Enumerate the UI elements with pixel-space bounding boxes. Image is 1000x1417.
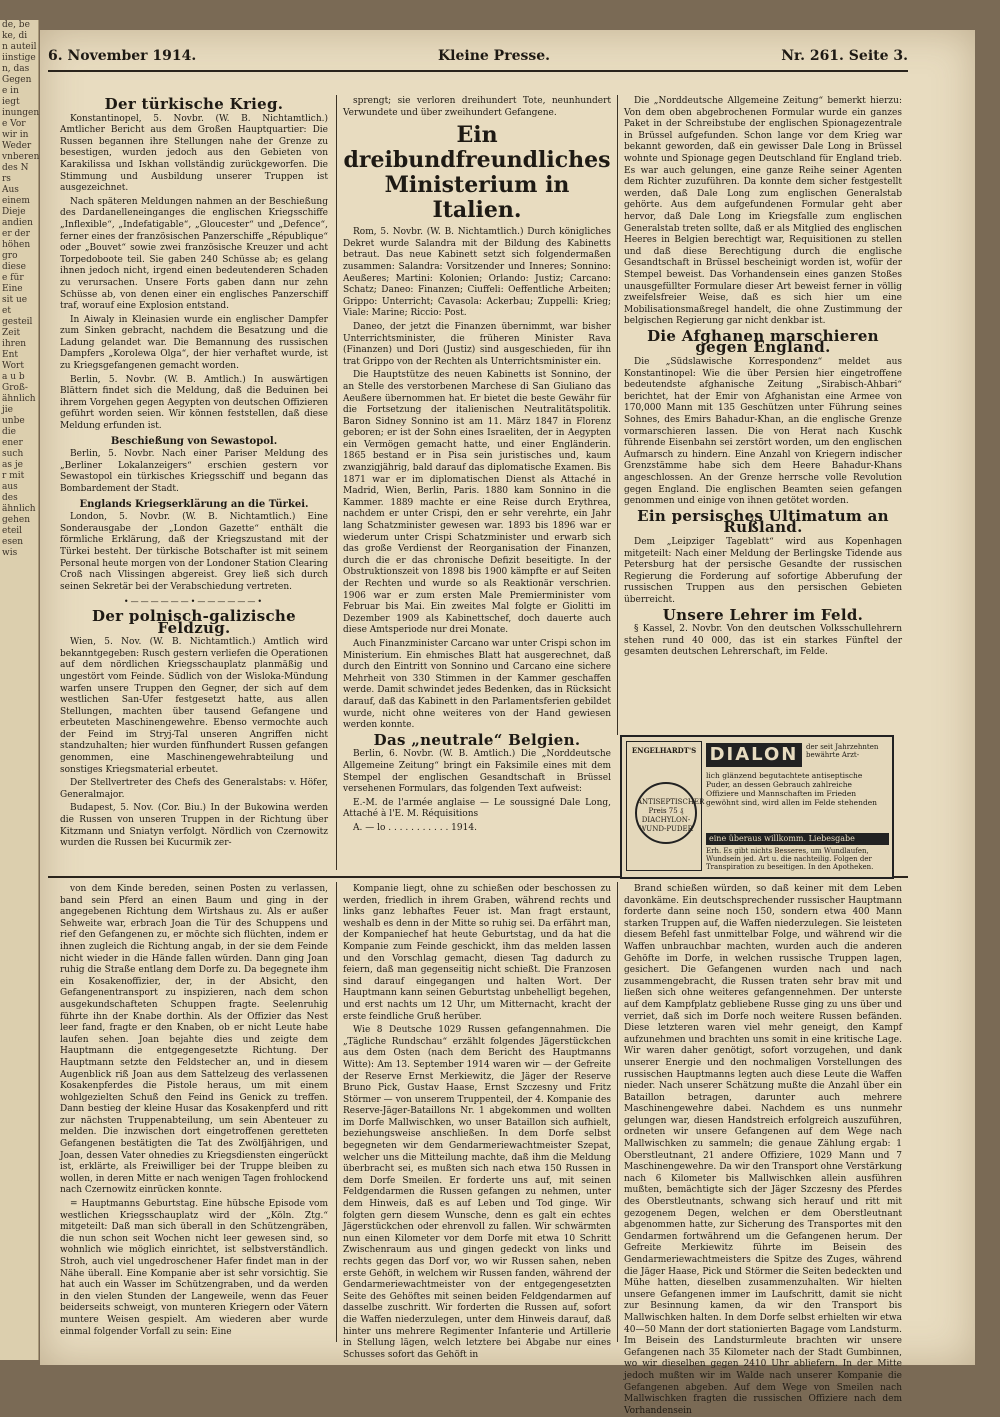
edge-line: andien [2, 218, 33, 228]
column-rule [336, 95, 337, 870]
article-text: Daneo, der jetzt die Finanzen übernimmt, war bisher Unterrichtsminister, die früheren Minister Rava (Finanzen) und Dori (Justiz) sind ausgeschieden, für ihn trat Grippo von der Rechten als Unterrichtsminister ein. [343, 321, 611, 367]
article-text: A. — lo . . . . . . . . . . . 1914. [353, 822, 477, 833]
edge-line: gesteil [2, 317, 33, 327]
edge-line: Zeit [2, 328, 21, 338]
headline-italian-ministry: Ein dreibundfreundliches Ministerium in Italien. [343, 122, 611, 224]
ad-body: lich glänzend begutachtete antiseptische Puder, an dessen Gebrauch zahlreiche Offiziere und Mannschaften im Frieden gewöhnt sind, wird allen im Felde stehenden [706, 771, 878, 807]
headline-galician-campaign: Der polnisch-galizische Feldzug. [92, 606, 296, 637]
article-text: § Kassel, 2. Novbr. Von den deutschen Volksschullehrern stehen rund 40 000, das ist ein starkes Fünftel der gesamten deutschen Lehrerschaft, im Felde. [624, 624, 902, 658]
headline-teachers: Unsere Lehrer im Feld. [662, 605, 864, 624]
edge-line: iegt [2, 97, 20, 107]
edge-line: Weder [2, 141, 32, 151]
article-text: Wie 8 Deutsche 1029 Russen gefangennahmen. Die „Tägliche Rundschau“ erzählt folgendes Jägerstückchen aus dem Osten (nach dem Bericht des Hauptmanns Witte): Am 13. September 1914 waren wir — der Gefreite der Reserve Ernst Merkiewitz, die Jäger der Reserve Bruno Pick, Gustav Haase, Ernst Szczesny und Fritz Störmer — von unserem Truppenteil, der 4. Kompanie des Reserve-Jäger-Bataillons Nr. 1 abgekommen und wollten im Dorfe Mallwischken, wo unser Bataillon sich aufhielt, beziehungsweise anschließen. In dem Dorfe selbst begegneten wir dem Gendarmeriewachtmeister Szepat, welcher uns die Mitteilung machte, daß ihm die Meldung überbracht sei, es mußten sich nach etwa 150 Russen in dem Dorfe Smeilen. Er forderte uns auf, mit seinen Feldgendarmen die Russen gefangen zu nehmen, unter dem Hinweis, daß es auf Leben und Tod ginge. Wir folgten gern diesem Wunsche, denn es galt ein echtes Jägerstückchen oder ehrenvoll zu fallen. Wir schwärmten nun einen Kilometer vor dem Dorfe mit etwa 10 Schritt Zwischenraum aus und gingen gedeckt von links und rechts gegen das Dorf vor, wo wir Russen sahen, neben erste Gehöft, in welchem wir Russen fanden, während der Gendarmeriewachtmeister von der entgegengesetzten Seite des Gehöftes mit seinen beiden Feldgendarmen auf dasselbe zuschritt. Wir forderten die Russen auf, sofort die Waffen niederzulegen, unter dem Hinweis darauf, daß hinter uns mehrere Regimenter Infanterie und Artillerie in Stellung lägen, welch letztere bei Abgabe nur eines Schusses sofort das Gehöft in [343, 1025, 611, 1360]
column-rule [336, 882, 337, 1342]
ad-product-box [626, 741, 705, 871]
adjacent-page-edge [0, 20, 39, 1360]
edge-line: jie [2, 405, 13, 415]
edge-line: ke, di [2, 31, 28, 41]
dialon-advertisement [620, 735, 894, 879]
article-text: = Hauptmanns Geburtstag. Eine hübsche Episode vom westlichen Kriegsschauplatz wird der „Köln. Ztg.“ mitgeteilt: Daß man sich überall in den Schützengräben, die nun schon seit Wochen nicht leer gewesen sind, so wohnlich wie möglich einrichtet, ist selbstverständlich. Stroh, auch viel ungedroschener Hafer findet man in der Nähe überall. Eine Kompanie aber ist sehr vorsichtig. Sie hat auch ein Wasser im Schützengraben, und da werden in den vielen Stunden der Langeweile, wenn das Feuer beiderseits schweigt, von munteren Kriegern oder Vätern muntere Weisen gespielt. Am wiederen aber wurde einmal folgender Vorfall zu sein: Eine [60, 1199, 328, 1337]
article-text: Die „Südslawische Korrespondenz“ meldet aus Konstantinopel: Wie die über Persien hier eingetroffene bedeutendste afghanische Zeitung „Sirabisch-Ahbari“ berichtet, hat der Emir von Afghanistan eine Armee von 170,000 Mann mit 135 Geschützen unter Führung seines Sohnes, des Emirs Bahadur-Khan, an die englische Grenze vormarschieren lassen. Die von Herat nach Kuschk führende Eisenbahn sei zerstört worden, um den englischen Aufmarsch zu hindern. Eine Anzahl von Kriegern indischer Grenzstämme habe sich dem Heere Bahadur-Khans angeschlossen. An der Grenze herrsche volle Revolution gegen England. Die englischen Beamten seien gefangen genommen und einige von ihnen getötet worden. [624, 357, 902, 507]
edge-line: einem [2, 196, 30, 206]
edge-line: rs [2, 174, 11, 184]
article-text: Wien, 5. Nov. (W. B. Nichtamtlich.) Amtlich wird bekanntgegeben: Rusch gestern verliefen die Operationen auf dem nördlichen Kriegsschauplatz planmäßig und ungestört vom Feinde. Südlich von der Wisloka-Mündung warfen unsere Truppen den Gegner, der sich auf dem westlichen San-Ufer festgesetzt hatte, aus allen Stellungen, machten über tausend Gefangene und erbeuteten Maschinengewehre. Ebenso vermochte auch der Feind im Stryj-Tal unseren Angriffen nicht standzuhalten; hier wurden fünfhundert Russen gefangen genommen, eine Maschinengewehrabteilung und sonstiges Kriegsmaterial erbeutet. [60, 637, 328, 775]
subhead-england-declaration: Englands Kriegserklärung an die Türkei. [79, 498, 309, 510]
header-title: Kleine Presse. [438, 48, 551, 64]
article-text: Rom, 5. Novbr. (W. B. Nichtamtlich.) Durch königliches Dekret wurde Salandra mit der Bildung des Kabinetts betraut. Das neue Kabinett setzt sich folgendermaßen zusammen: Salandra: Vorsitzender und Inneres; Sonnino: Aeußeres; Martini: Kolonien; Orlando: Justiz; Carcano: Schatz; Daneo: Finanzen; Ciuffeli: Oeffentliche Arbeiten; Grippo: Unterricht; Cavasola: Ackerbau; Zuppelli: Krieg; Viale: Marine; Riccio: Post. [343, 227, 611, 319]
article-text: Berlin, 6. Novbr. (W. B. Amtlich.) Die „Norddeutsche Allgemeine Zeitung“ bringt ein Faksimile eines mit dem Stempel der englischen Gesandtschaft in Brüssel versehenen Formulars, das folgenden Text aufweist: [343, 749, 611, 795]
header-issue: Nr. 261. Seite 3. [781, 48, 908, 64]
edge-line: a u b [2, 372, 25, 382]
feuilleton-column-1 [60, 884, 328, 1344]
edge-line: gehen [2, 515, 31, 525]
article-text: Die Hauptstütze des neuen Kabinetts ist Sonnino, der an Stelle des verstorbenen Marchese di San Giuliano das Aeußere übernommen hat. Er bietet die beste Gewähr für die Fortsetzung der italienischen Neutralitätspolitik. Baron Sidney Sonnino ist am 11. März 1847 in Florenz geboren; er ist der Sohn eines Israeliten, der in Aegypten ein Vermögen gemacht hatte, und einer Engländerin. 1865 bestand er in Pisa sein juristisches und, kaum zwanzigjährig, bald darauf das diplomatische Examen. Bis 1871 war er im diplomatischen Dienst als Attaché in Madrid, Wien, Berlin, Paris. 1880 kam Sonnino in die Kammer. 1889 machte er eine Reise durch Erythrea, nachdem er unter Crispi, den er sehr verehrte, ein Jahr lang Schatzminister gewesen war. 1893 bis 1896 war er wiederum unter Crispi Schatzminister und erwarb sich das große Verdienst der Reorganisation der Finanzen, durch die er das chronische Defizit beseitigte. In der Obstruktionszeit von 1898 bis 1900 kämpfte er auf Seiten der Rechten und wurde so als Reaktionär verschrien. 1906 war er zum ersten Male Premierminister vom Februar bis Mai. Ein zweites Mal folgte er Giolitti im Dezember 1909 als Kabinettschef, doch dauerte auch diese Amtsperiode nur drei Monate. [343, 370, 611, 636]
page-header [48, 44, 908, 72]
ad-brand: DIALON [706, 743, 802, 767]
edge-line: gro [2, 251, 18, 261]
article-text: Dem „Leipziger Tageblatt“ wird aus Kopenhagen mitgeteilt: Nach einer Meldung der Berlingske Tidende aus Petersburg hat der persische Gesandte der russischen Regierung die Forderung auf sofortige Abberufung der russischen Truppen aus den persischen Gebieten überreicht. [624, 536, 902, 605]
headline-persian-ultimatum: Ein persisches Ultimatum an Rußland. [637, 506, 889, 537]
edge-line: de, be [2, 20, 30, 30]
edge-line: aus [2, 482, 18, 492]
edge-line: e Vor [2, 119, 26, 129]
edge-line: esen [2, 537, 24, 547]
edge-line: wir in [2, 130, 29, 140]
edge-line: diese [2, 262, 26, 272]
edge-line: sit ue [2, 295, 28, 305]
edge-line: er der [2, 229, 30, 239]
headline-turkish-war: Der türkische Krieg. [104, 95, 284, 113]
edge-line: inungen [2, 108, 40, 118]
article-text: Der Stellvertreter des Chefs des Generalstabs: v. Höfer, Generalmajor. [60, 778, 328, 800]
edge-line: höhen [2, 240, 31, 250]
ad-seal: ANTISEPTISCHER Preis 75 ₰ DIACHYLON-WUND-PUDER [635, 782, 697, 844]
edge-line: Aus [2, 185, 19, 195]
edge-line: such [2, 449, 24, 459]
feuilleton-column-2 [343, 884, 611, 1360]
article-text: Auch Finanzminister Carcano war unter Crispi schon im Ministerium. Ein ehmisches Blatt hat ausgerechnet, daß durch den Eintritt von Sonnino und Carcano eine sichere Mehrheit von 330 Stimmen in der Kammer geschaffen werde. Damit schwindet jedes Bedenken, das in Rücksicht darauf, daß das Kabinett in den Parlamentsferien gebildet wurde, nicht ohne weiteres von der Hand gewiesen werden konnte. [343, 638, 611, 731]
article-text: Konstantinopel, 5. Novbr. (W. B. Nichtamtlich.) Amtlicher Bericht aus dem Großen Hauptquartier: Die Russen begannen ihre Stellungen nahe der Grenze zu besestigen, wurden jedoch aus den Gebieten von Karakilissa und Iskhan vollständig zurückgeworfen. Die Stimmung und Ausbildung unserer Truppen ist ausgezeichnet. [60, 113, 328, 194]
edge-line: Eine [2, 284, 23, 294]
edge-line: die [2, 427, 16, 437]
edge-line: e für [2, 273, 24, 283]
article-text: E.-M. de l'armée anglaise — Le soussigné Dale Long, Attaché à l'E. M. Réquisitions [343, 797, 611, 820]
edge-line: Ent [2, 350, 18, 360]
article-text: Die „Norddeutsche Allgemeine Zeitung“ bemerkt hierzu: Von dem oben abgebrochenen Formular wurde ein ganzes Paket in der Schreibstube der englischen Spionagezentrale in Brüssel aufgefunden. Schon lange vor dem Krieg war bekannt geworden, daß ein gewisser Dale Long in Brüssel wohnte und Spionage gegen Deutschland für England trieb. Es war auch gelungen, eine ganze Reihe seiner Agenten dem Richter zuzuführen. Da konnte dem sicher festgestellt werden, daß Dale Long zum englischen Generalstab gehörte. Aus dem aufgefundenen Formular geht aber hervor, daß Dale Long im Kriegsfalle zum englischen Generalstab treten sollte, daß er als Mitglied des englischen Heeres in Belgien berechtigt war, Requisitionen zu stellen und daß diese Berechtigung durch die englische Gesandtschaft in Brüssel bescheinigt worden ist, wofür der Stempel beweist. Das Vorhandensein eines ganzen Stoßes unausgefüllter Formulare dieser Art beweist ferner in völlig zweifelsfreier Weise, daß es sich hier um eine Mobilisationsmaßregel handelt, die ohne Zustimmung der belgischen Regierung gar nicht denkbar ist. [624, 96, 902, 327]
ad-tagline: der seit Jahrzehnten bewährte Arzt- [806, 743, 879, 759]
edge-line: eteil [2, 526, 23, 536]
column-rule [617, 95, 618, 735]
article-text: sprengt; sie verloren dreihundert Tote, neunhundert Verwundete und über zweihundert Gefangene. [343, 96, 611, 118]
edge-line: iinstige [2, 53, 36, 63]
ad-strip: eine überaus willkomm. Liebesgabe [706, 833, 889, 845]
edge-line: e in [2, 86, 19, 96]
column-3 [624, 96, 902, 732]
edge-line: et [2, 306, 11, 316]
article-text: In Aiwaly in Kleinasien wurde ein englischer Dampfer zum Sinken gebracht, nachdem die Besatzung und die Ladung gelandet war. Die Bemannung des russischen Dampfers „Korolewa Olga“, der hier verhaftet wurde, ist zu Kriegsgefangenen gemacht worden. [60, 314, 328, 372]
headline-afghans: Die Afghanen marschieren gegen England. [647, 326, 879, 357]
column-rule [617, 882, 618, 1342]
article-text: Budapest, 5. Nov. (Cor. Biu.) In der Bukowina werden die Russen von unseren Truppen in der Richtung über Kitzmann und Sniatyn verfolgt. Nördlich von Czernowitz wurden die Russen bei Kucurmik zer- [60, 803, 328, 849]
edge-line: ener [2, 438, 23, 448]
subhead-sewastopol: Beschießung von Sewastopol. [110, 435, 278, 447]
article-text: Kompanie liegt, ohne zu schießen oder beschossen zu werden, friedlich in ihrem Graben, während rechts und links ganz lebhaftes Feuer ist. Man fragt erstaunt, weshalb es denn in der Mitte so ruhig sei. Da erfährt man, der Kompaniechef hat heute Geburtstag, und da hat die Kompanie zum Feinde geschickt, ihm das melden lassen und den Vorschlag gemacht, diesen Tag dadurch zu feiern, daß man gegenseitig nicht schießt. Die Franzosen sind darauf eingegangen und halten Wort. Der Hauptmann kann seinen Geburtstag unbehelligt begehen, und erst nachts um 12 Uhr, um Mitternacht, kracht der erste feindliche Gruß herüber. [343, 884, 611, 1022]
edge-line: wis [2, 548, 18, 558]
article-text: von dem Kinde bereden, seinen Posten zu verlassen, band sein Pferd an einen Baum und ging in der angegebenen Richtung dem Wirtshaus zu. Als er außer Sehweite war, erbrach Joan die Tür des Schuppens und rief den Gefangenen zu, er möchte sich flüchten, indem er ihnen zugleich die Richtung angab, in der sie dem Feinde nicht wieder in die Hände fallen würden. Dann ging Joan ruhig die Straße entlang dem Dorfe zu. Da begegnete ihm ein Kosakenoffizier, der, in der Absicht, den Gefangenentransport zu inspizieren, nach dem schon ausgekundschafteten Schuppen fragte. Seelenruhig führte ihn der Knabe dorthin. Als der Offizier das Nest leer fand, fragte er den Knaben, ob er nicht Leute habe laufen sehen. Joan bejahte dies und zeigte dem Hauptmann die entgegengesetzte Richtung. Der Hauptmann setzte den Feldstecher an, und in diesem Augenblick riß Joan aus dem Sattelzeug des verlassenen Kosakenpferdes die Pistole heraus, um mit einem wohlgezielten Schuß den Feind ins Genick zu treffen. Dann bestieg der kleine Husar das Kosakenpferd und ritt zur nächsten Truppenabteilung, um sein Abenteuer zu melden. Die inzwischen dort eingetroffenen geretteten Gefangenen bestätigten die Tat des Zwölfjährigen, und Joan, dessen Vater ohnedies zu Kriegsdiensten eingerückt ist, erklärte, als Freiwilliger bei der Truppe bleiben zu wollen, in deren Mitte er nach wenigen Tagen frohlockend nach Czernowitz einrücken konnte. [60, 884, 328, 1196]
edge-line: ähnlich [2, 394, 36, 404]
feuilleton-column-3 [624, 884, 902, 1416]
article-text: Brand schießen würden, so daß keiner mit dem Leben davonkäme. Ein deutschsprechender russischer Hauptmann forderte dann seine noch 150, sondern etwa 400 Mann starken Truppen auf, die Waffen niederzulegen. Sie leisteten diesem Befehl fast unmittelbar Folge, und während wir die Waffen unbrauchbar machten, wurden auch die anderen Gehöfte im Dorfe, in welchen russische Truppen lagen, gesichert. Die Gefangenen wurden nach und nach zusammengebracht, die Russen traten sehr brav mit und ließen sich ohne weiteres gefangennehmen. Der unterste auf dem Kampfplatz gebliebene Russe ging zu uns über und verriet, daß sich im Dorfe noch weitere Russen befänden. Diese letzteren waren viel mehr geneigt, den Kampf aufzunehmen und brachten uns somit in eine kritische Lage. Wir waren daher genötigt, sofort vorzugehen, und dank unserer Energie und den nochmaligen Vorstellungen des russischen Hauptmanns legten auch diese Leute die Waffen nieder. Nach unserer Schätzung mußte die Anzahl über ein Bataillon betragen, darunter auch mehrere Maschinengewehre dabei. Nachdem es uns nunmehr gelungen war, diesen Handstreich erfolgreich auszuführen, ordneten wir unsere Gefangenen auf dem Wege nach Mallwischken zu sammeln; die genaue Zählung ergab: 1 Oberstleutnant, 21 andere Offiziere, 1029 Mann und 7 Maschinengewehre. Da wir den Transport ohne Verstärkung nach 6 Kilometer bis Mallwischken allein ausführen mußten, bemächtigte sich der Jäger Szczesny des Pferdes des Oberstleutnants, schwang sich herauf und ritt mit gezogenem Degen, welchen er dem Oberstleutnant abgenommen hatte, zur Sicherung des Transportes mit den Gendarmen fortwährend um die Gefangenen herum. Der Gefreite Merkiewitz führte im Beisein des Gendarmeriewachtmeisters die Spitze des Zuges, während die Jäger Haase, Pick und Störmer die Seiten bedeckten und Mühe hatten, dieselben zusammenzuhalten. Wir hielten unsere Gefangenen immer im Laufschritt, damit sie nicht zur Besinnung kamen, da wir den Transport bis Mallwischken halten. In dem Dorfe selbst erhielten wir etwa 40—50 Mann der dort stationierten Bagage vom Landsturm. Im Beisein des Landsturmleute brachten wir unsere Gefangenen nach 35 Kilometer nach der Stadt Gumbinnen, wo wir dieselben gegen 2410 Uhr abliefern. In der Mitte jedoch mußten wir im Walde nach unserer Kompanie die Gefangenen abgeben. Auf dem Wege von Smeilen nach Mallwischken fragten die russischen Offiziere nach dem Vorhandensein [624, 884, 902, 1416]
ad-footer: Erh. Es gibt nichts Besseres, um Wundlaufen, Wundsein jed. Art u. die nachteilig. Folgen der Transpiration zu beseitigen. In den Apotheken. [706, 847, 874, 871]
ornament-divider: •——————•——————• [123, 597, 265, 607]
edge-line: Wort [2, 361, 24, 371]
ad-sub: ENGELHARDT'S [631, 746, 697, 755]
edge-line: ähnlich [2, 504, 36, 514]
article-text: Berlin, 5. Novbr. (W. B. Amtlich.) In auswärtigen Blättern findet sich die Meldung, daß die Beduinen bei ihrem Vorgehen gegen Aegypten von deutschen Offizieren geführt worden seien. Wir können feststellen, daß diese Meldung erfunden ist. [60, 374, 328, 432]
edge-line: des [2, 493, 18, 503]
edge-line: des N [2, 163, 29, 173]
edge-line: unbe [2, 416, 25, 426]
edge-line: Dieje [2, 207, 26, 217]
edge-line: n auteil [2, 42, 37, 52]
edge-line: Gegen [2, 75, 32, 85]
edge-line: Groß- [2, 383, 28, 393]
article-text: Nach späteren Meldungen nahmen an der Beschießung des Dardanelleneinganges die englischen Kriegsschiffe „Inflexible“, „Indefatigable“, „Gloucester“ und „Defence“, ferner eines der französischen Panzerschiffe „République“ oder „Bouvet“ sowie zwei französische Kreuzer und acht Torpedoboote teil. Sie gaben 240 Schüsse ab; es gelang ihnen jedoch nicht, irgend einen bedeutenderen Schaden zu verursachen. Unsere Forts gaben dann nur zehn Schüsse ab, von denen einer ein englisches Panzerschiff traf, worauf eine Explosion entstand. [60, 196, 328, 312]
edge-line: r mit [2, 471, 25, 481]
edge-line: n, das [2, 64, 30, 74]
edge-line: ihren [2, 339, 27, 349]
edge-line: as je [2, 460, 23, 470]
header-date: 6. November 1914. [48, 48, 197, 64]
article-text: Berlin, 5. Novbr. Nach einer Pariser Meldung des „Berliner Lokalanzeigers“ erschien gestern vor Sewastopol ein türkisches Kriegsschiff und begann das Bombardement der Stadt. [60, 449, 328, 494]
column-2 [343, 96, 611, 872]
article-text: London, 5. Novbr. (W. B. Nichtamtlich.) Eine Sonderausgabe der „London Gazette“ enthält die förmliche Erklärung, daß der Kriegszustand mit der Türkei besteht. Der türkische Botschafter ist mit seinem Personal heute morgen von der Londoner Station Clearing Croß nach Vlissingen abgereist. Grey ließ sich durch seinen Sekretär bei der Verabschiedung vertreten. [60, 512, 328, 592]
column-1 [60, 96, 328, 872]
edge-line: vnberen [2, 152, 40, 162]
headline-neutral-belgium: Das „neutrale“ Belgien. [373, 730, 581, 749]
